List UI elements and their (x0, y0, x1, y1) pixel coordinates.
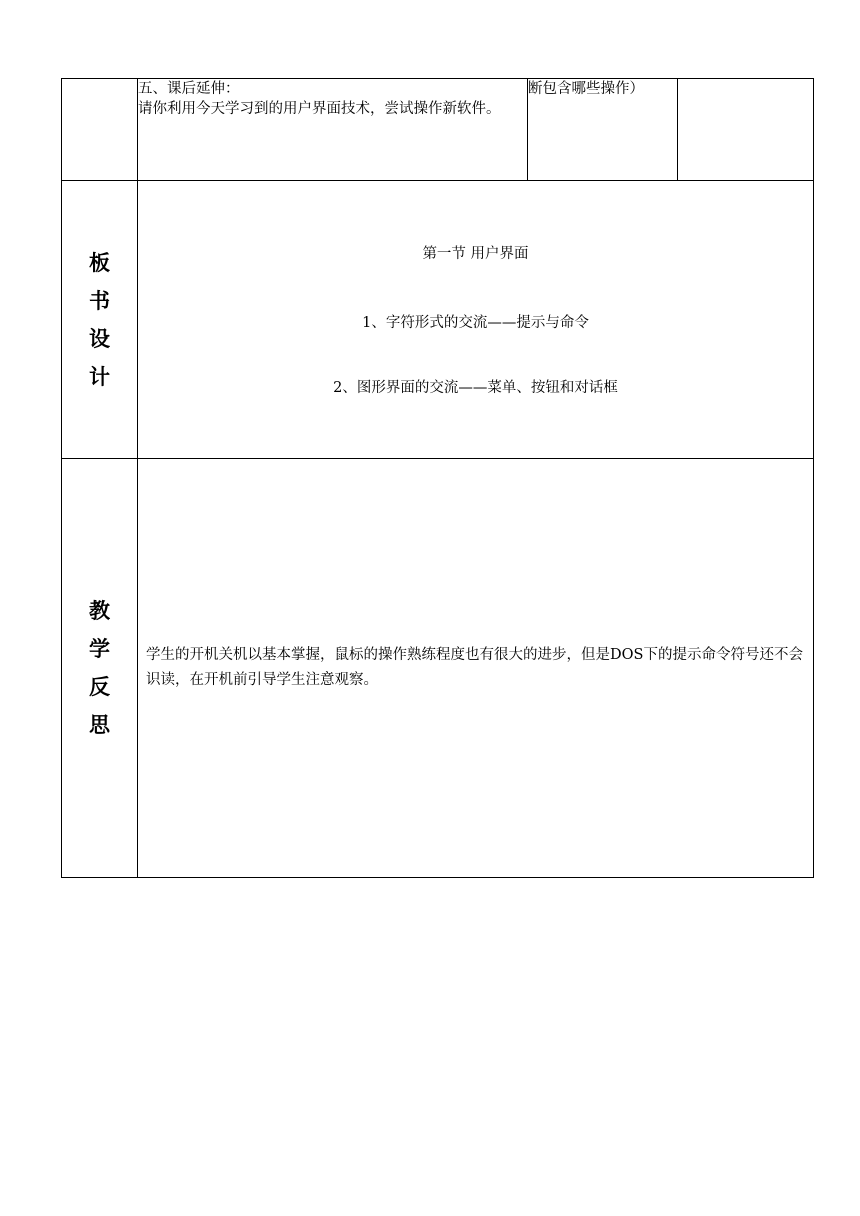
reflection-text: 学生的开机关机以基本掌握，鼠标的操作熟练程度也有很大的进步，但是DOS下的提示命令符号还不会识读，在开机前引导学生注意观察。 (146, 647, 803, 688)
extension-row (62, 79, 814, 181)
board-design-content (138, 181, 814, 459)
reflect-label-char-4: 思 (89, 713, 110, 737)
reflect-label-char-2: 学 (89, 637, 110, 661)
board-label-char-1: 板 (89, 250, 110, 275)
reflect-label-char-1: 教 (89, 599, 110, 623)
reflect-label-char-3: 反 (89, 675, 110, 699)
extension-heading: 五、课后延伸： (138, 81, 240, 97)
teaching-reflection-content (138, 459, 814, 878)
board-label-char-4: 计 (89, 364, 110, 389)
board-point-2: 2、图形界面的交流——菜单、按钮和对话框 (333, 380, 618, 396)
board-point-1: 1、字符形式的交流——提示与命令 (362, 315, 589, 331)
extension-text: 请你利用今天学习到的用户界面技术，尝试操作新软件。 (138, 101, 501, 117)
board-label-char-2: 书 (89, 288, 110, 313)
board-label-char-3: 设 (89, 326, 110, 351)
board-design-label (62, 181, 138, 459)
continued-note: 断包含哪些操作） (528, 81, 644, 97)
empty-last-cell (678, 79, 814, 181)
extension-cell (138, 79, 528, 181)
continued-note-cell (528, 79, 678, 181)
lesson-plan-table (61, 78, 814, 878)
teaching-reflection-label (62, 459, 138, 878)
board-design-row (62, 181, 814, 459)
empty-label-cell (62, 79, 138, 181)
board-section-title: 第一节 用户界面 (422, 246, 529, 262)
teaching-reflection-row (62, 459, 814, 878)
